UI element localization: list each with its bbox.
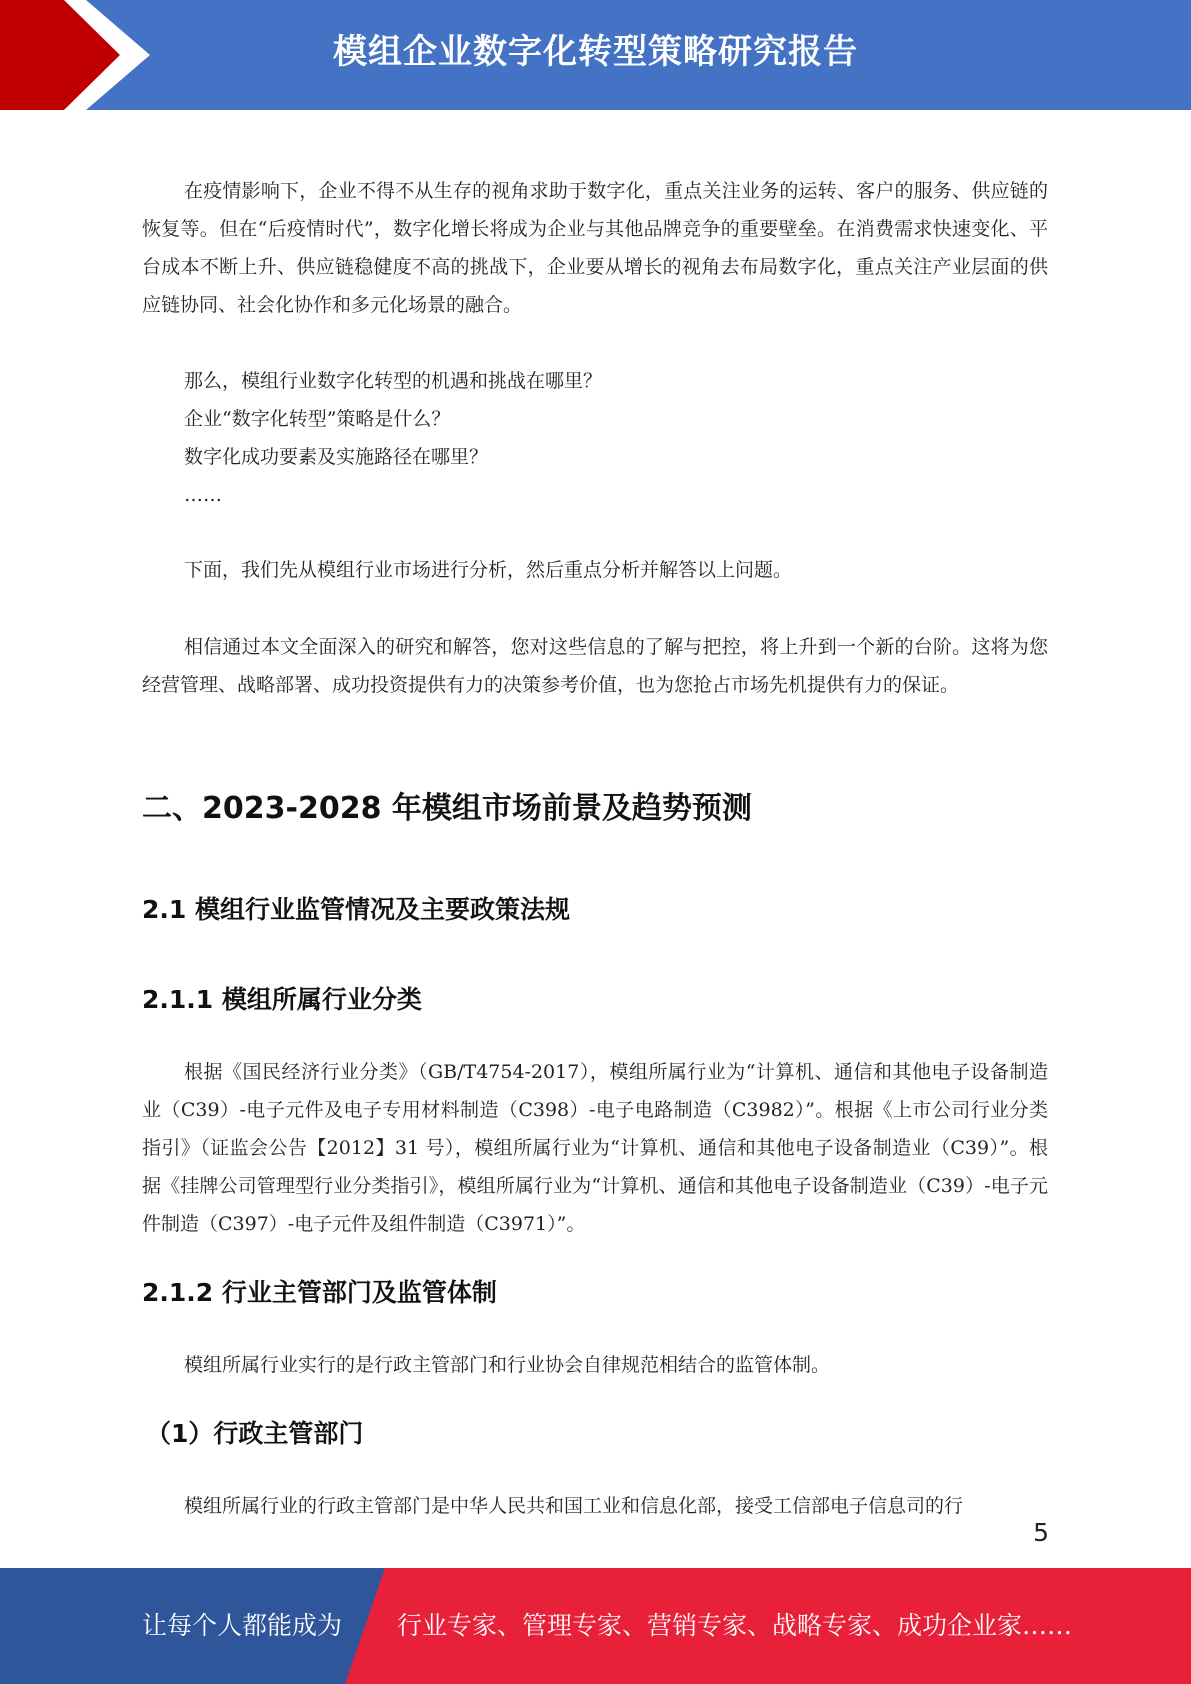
intro-paragraph-3: 相信通过本文全面深入的研究和解答，您对这些信息的了解与把控，将上升到一个新的台阶。这将为您经营管理、战略部署、成功投资提供有力的决策参考价值，也为您抢占市场先机提供有力的保证。: [142, 636, 1048, 696]
question-ellipsis: ……: [184, 484, 222, 506]
regulatory-system-paragraph: 模组所属行业实行的是行政主管部门和行业协会自律规范相结合的监管体制。: [184, 1354, 831, 1376]
header-bar: [0, 0, 1191, 110]
admin-department-paragraph: 模组所属行业的行政主管部门是中华人民共和国工业和信息化部，接受工信部电子信息司的行: [184, 1495, 964, 1517]
question-line-1: 那么，模组行业数字化转型的机遇和挑战在哪里？: [184, 370, 603, 392]
question-line-3: 数字化成功要素及实施路径在哪里？: [184, 446, 489, 468]
footer-banner: [0, 1568, 1191, 1684]
report-title: 模组企业数字化转型策略研究报告: [333, 32, 858, 72]
section-2-1-heading: 2.1 模组行业监管情况及主要政策法规: [142, 895, 570, 924]
section-2-heading: 二、2023-2028 年模组市场前景及趋势预测: [142, 791, 752, 826]
admin-department-heading: （1）行政主管部门: [146, 1419, 364, 1448]
intro-paragraph-2: 下面，我们先从模组行业市场进行分析，然后重点分析并解答以上问题。: [184, 559, 793, 581]
industry-classification-paragraph: 根据《国民经济行业分类》（GB/T4754-2017），模组所属行业为“计算机、通信和其他电子设备制造业（C39）-电子元件及电子专用材料制造（C398）-电子电路制造（C3982）”。根据《上市公司行业分类指引》（证监会公告【2012】31 号），模组所属行业为“计算机、通信和其他电子设备制造业（C39）”。根据《挂牌公司管理型行业分类指引》，模组所属行业为“计算机、通信和其他电子设备制造业（C39）-电子元件制造（C397）-电子元件及组件制造（C3971）”。: [142, 1061, 1048, 1235]
intro-paragraph-1: 在疫情影响下，企业不得不从生存的视角求助于数字化，重点关注业务的运转、客户的服务、供应链的恢复等。但在“后疫情时代”，数字化增长将成为企业与其他品牌竞争的重要壁垒。在消费需求快速变化、平台成本不断上升、供应链稳健度不高的挑战下，企业要从增长的视角去布局数字化，重点关注产业层面的供应链协同、社会化协作和多元化场景的融合。: [142, 180, 1048, 316]
section-2-1-1-heading: 2.1.1 模组所属行业分类: [142, 985, 422, 1014]
section-2-1-2-heading: 2.1.2 行业主管部门及监管体制: [142, 1278, 497, 1307]
page-number: 5: [1033, 1518, 1049, 1547]
footer-slogan-left: 让每个人都能成为: [142, 1611, 343, 1640]
footer-slogan-right: 行业专家、管理专家、营销专家、战略专家、成功企业家……: [397, 1611, 1073, 1640]
question-line-2: 企业“数字化转型”策略是什么？: [184, 408, 451, 430]
